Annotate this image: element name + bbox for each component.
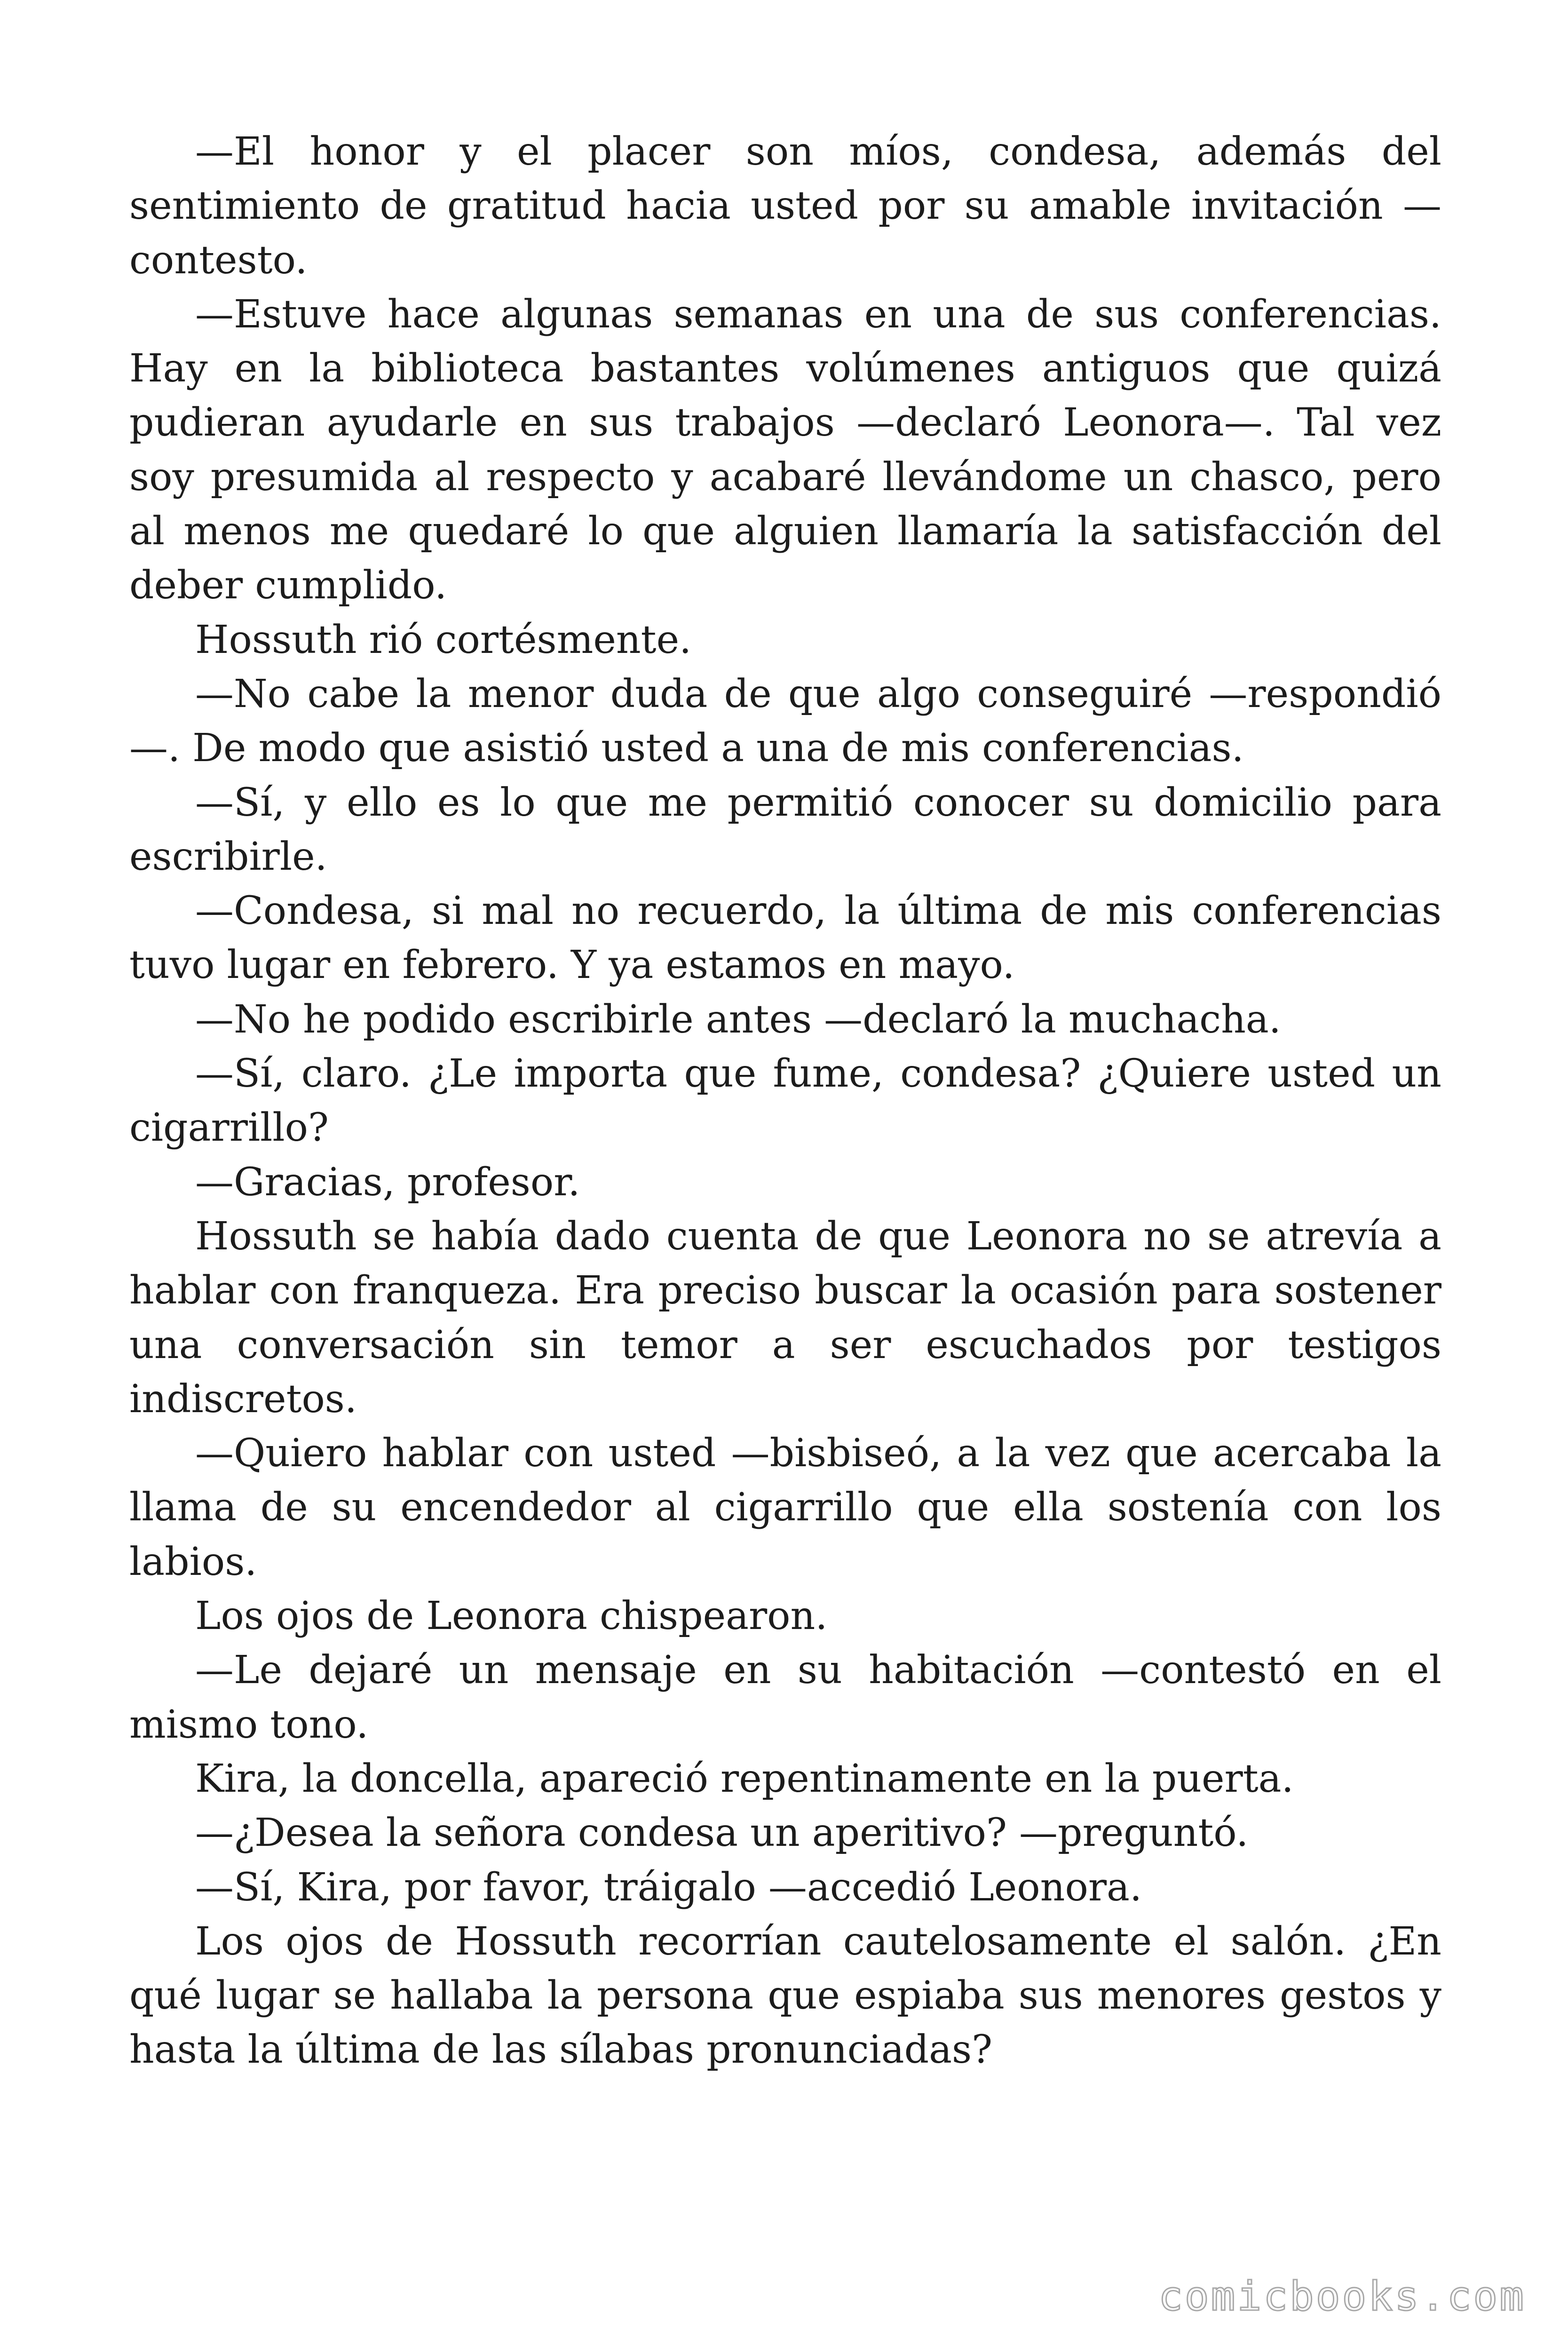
paragraph: Los ojos de Hossuth recorrían cautelosamente el salón. ¿En qué lugar se hallaba la persona que espiaba sus menores gestos y hasta la última de las sílabas pronunciadas?: [129, 1919, 1441, 2073]
paragraph: —El honor y el placer son míos, condesa, además del sentimiento de gratitud hacia usted por su amable invitación — contesto.: [129, 129, 1441, 283]
watermark: comicbooks.com: [1158, 2273, 1526, 2320]
paragraph: Kira, la doncella, apareció repentinamente en la puerta.: [195, 1756, 1294, 1801]
paragraph: —Le dejaré un mensaje en su habitación —contestó en el mismo tono.: [129, 1648, 1441, 1747]
paragraph: —Condesa, si mal no recuerdo, la última de mis conferencias tuvo lugar en febrero. Y ya estamos en mayo.: [129, 889, 1441, 988]
paragraph: —Quiero hablar con usted —bisbiseó, a la vez que acercaba la llama de su encendedor al cigarrillo que ella sostenía con los labios.: [129, 1431, 1441, 1584]
paragraph: —No he podido escribirle antes —declaró la muchacha.: [195, 997, 1281, 1042]
page-body: [129, 125, 1441, 2077]
paragraph: Hossuth rió cortésmente.: [195, 617, 692, 662]
paragraph: Los ojos de Leonora chispearon.: [195, 1594, 828, 1639]
paragraph: Hossuth se había dado cuenta de que Leonora no se atrevía a hablar con franqueza. Era preciso buscar la ocasión para sostener una conversación sin temor a ser escuchados por testigos indiscretos.: [129, 1214, 1441, 1422]
paragraph: —Sí, y ello es lo que me permitió conocer su domicilio para escribirle.: [129, 780, 1441, 879]
paragraph: —Sí, claro. ¿Le importa que fume, condesa? ¿Quiere usted un cigarrillo?: [129, 1051, 1441, 1151]
paragraph: —Sí, Kira, por favor, tráigalo —accedió Leonora.: [195, 1865, 1142, 1910]
paragraph: —Gracias, profesor.: [195, 1160, 580, 1205]
paragraph: —¿Desea la señora condesa un aperitivo? —preguntó.: [195, 1811, 1249, 1856]
paragraph: —No cabe la menor duda de que algo conseguiré —respondió—. De modo que asistió usted a una de mis conferencias.: [129, 671, 1441, 771]
paragraph: —Estuve hace algunas semanas en una de sus conferencias. Hay en la biblioteca bastantes volúmenes antiguos que quizá pudieran ayudarle en sus trabajos —declaró Leonora—. Tal vez soy presumida al respecto y acabaré llevándome un chasco, pero al menos me quedaré lo que alguien llamaría la satisfacción del deber cumplido.: [129, 292, 1441, 608]
